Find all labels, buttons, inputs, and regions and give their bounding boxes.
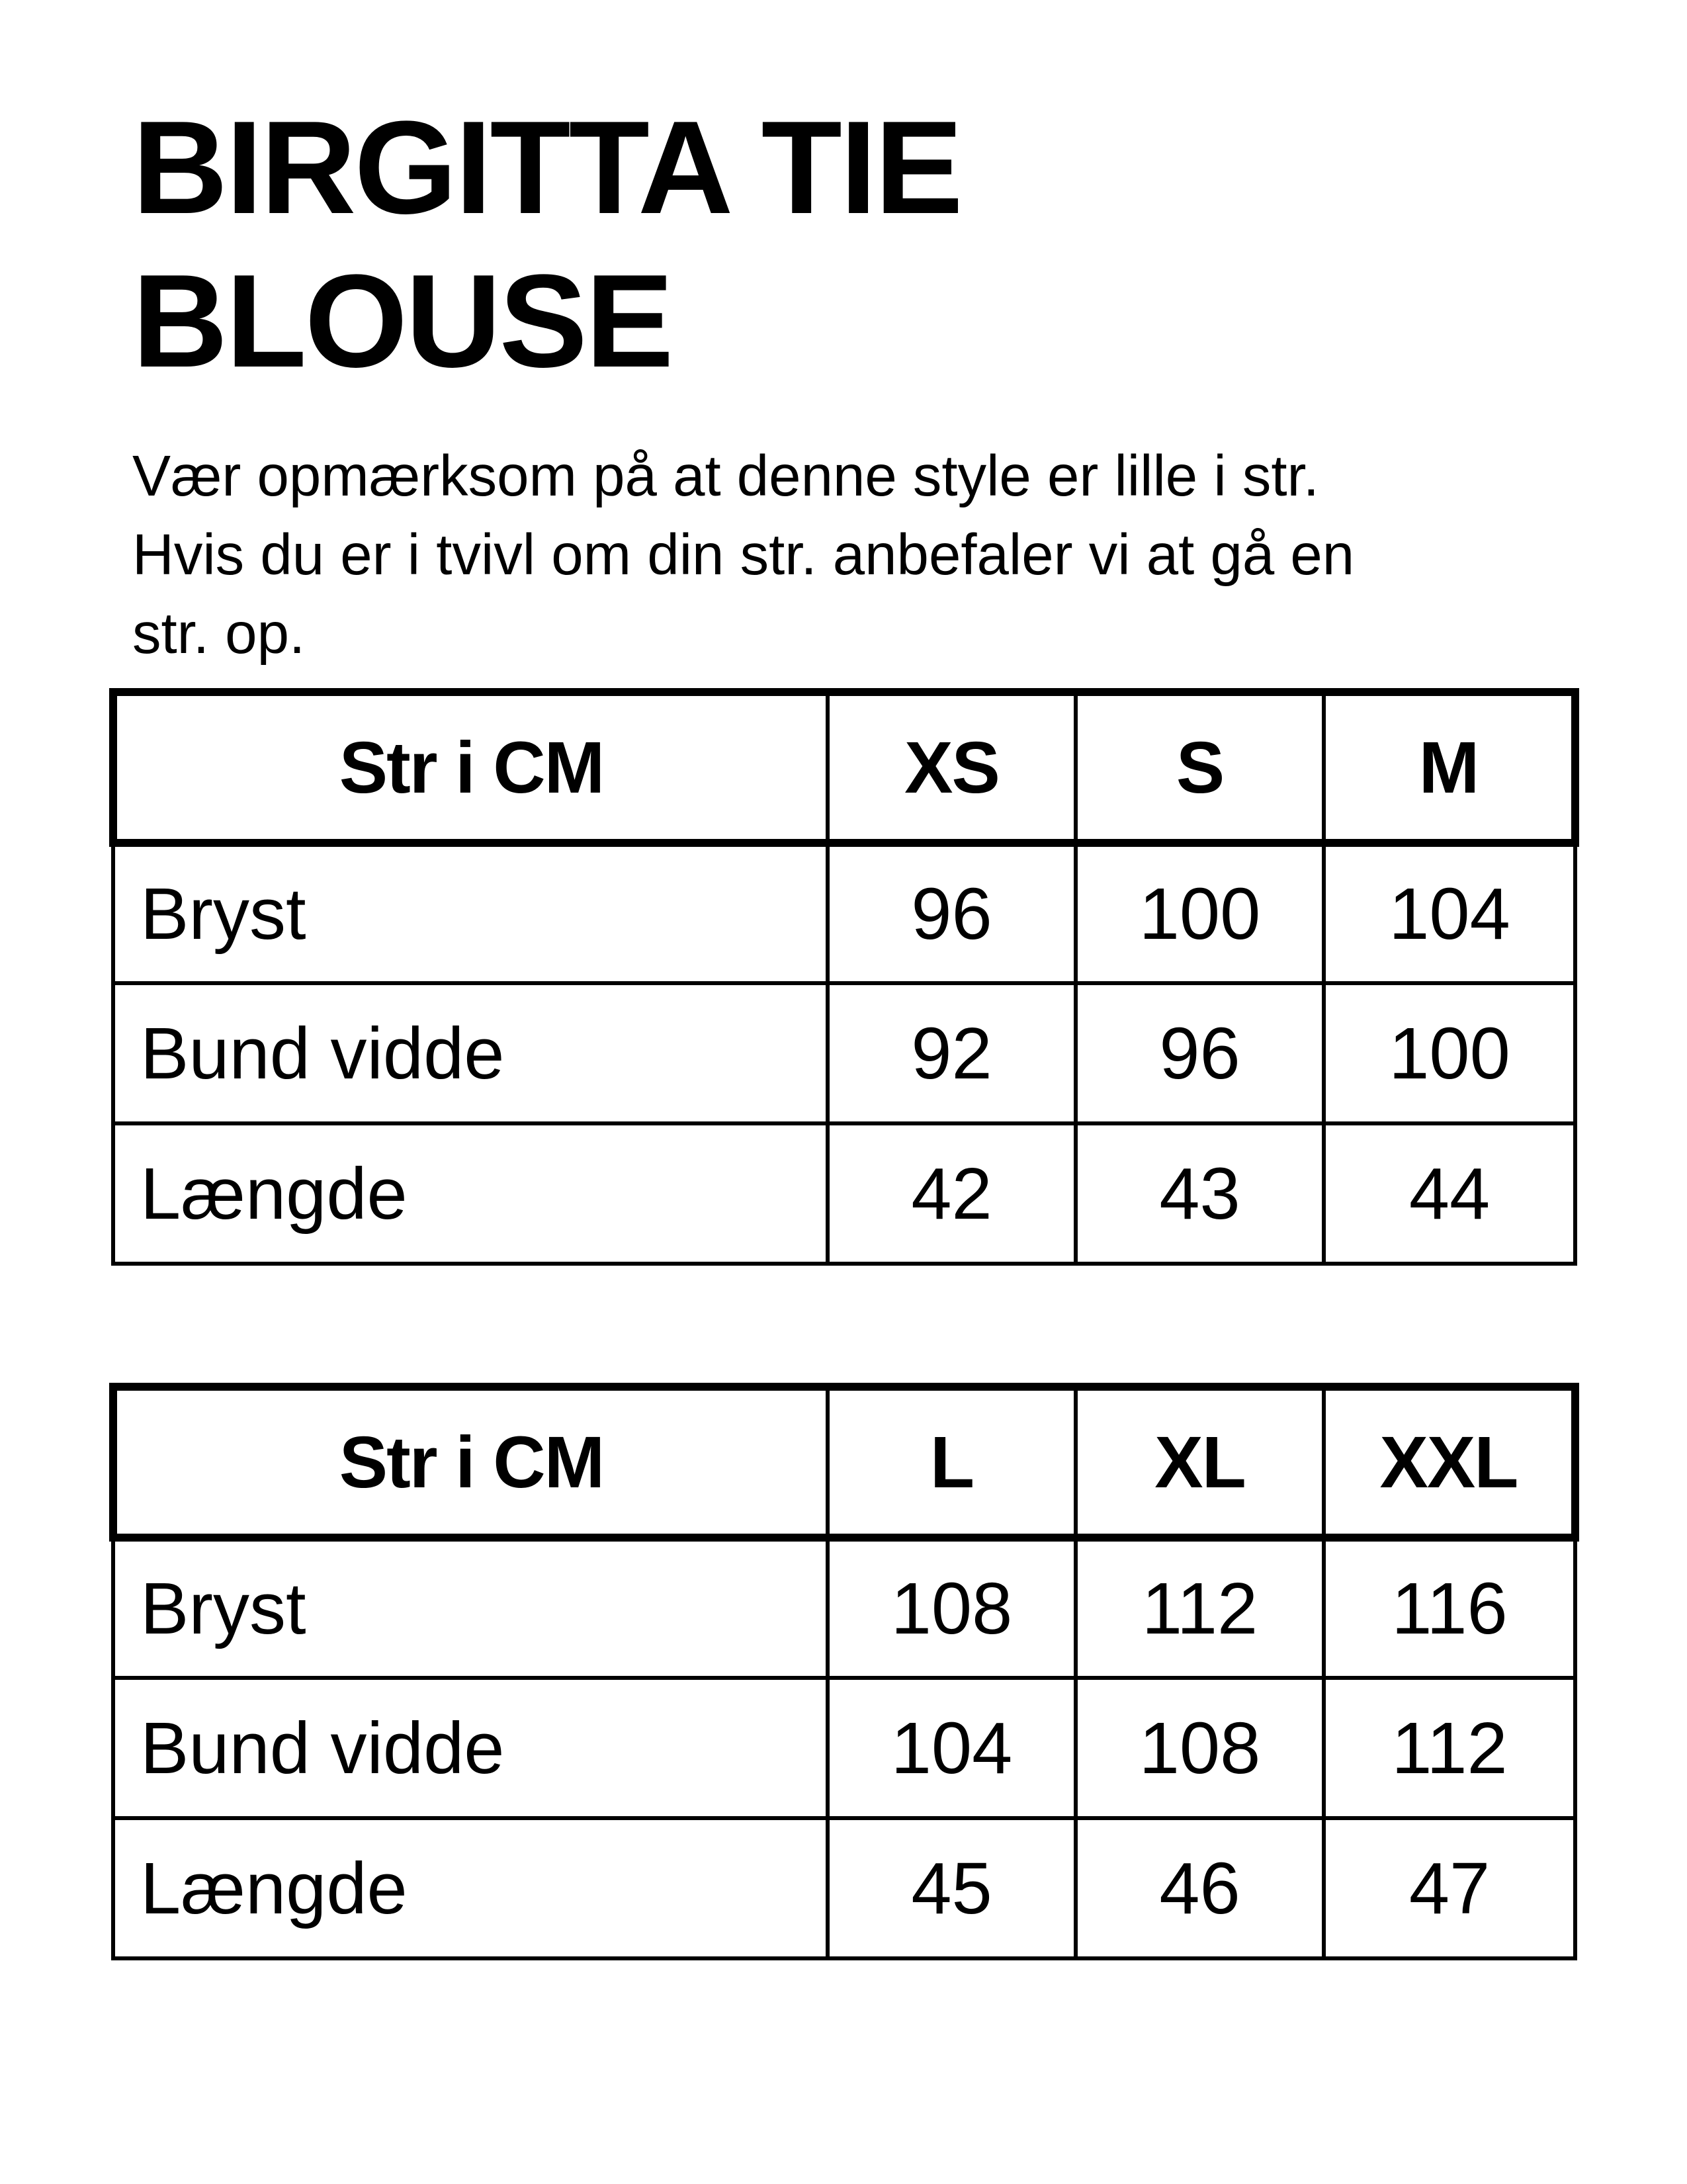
table-cell: 45 [828,1818,1076,1958]
table-cell: 112 [1076,1538,1324,1678]
note-line-1: Vær opmærksom på at denne style er lille i str. [132,444,1319,508]
header-cell: S [1076,692,1324,843]
table-cell: 116 [1324,1538,1575,1678]
size-note [132,437,1588,673]
table-row [113,843,1575,983]
size-table-l-xxl [109,1383,1579,1960]
table-cell: 100 [1076,843,1324,983]
header-cell: Str i CM [113,692,828,843]
table-cell: 96 [1076,983,1324,1123]
table-cell: 46 [1076,1818,1324,1958]
note-line-2: Hvis du er i tvivl om din str. anbefaler vi at gå en [132,523,1355,587]
table-cell: 96 [828,843,1076,983]
table-cell: 100 [1324,983,1575,1123]
size-table-xs-m [109,688,1579,1266]
table-cell: 47 [1324,1818,1575,1958]
title-line-2: BLOUSE [132,247,672,395]
header-cell: XL [1076,1387,1324,1538]
header-cell: Str i CM [113,1387,828,1538]
table-cell: 44 [1324,1123,1575,1264]
row-label: Længde [113,1123,828,1264]
row-label: Længde [113,1818,828,1958]
table-cell: 104 [1324,843,1575,983]
table-header-row [113,1387,1575,1538]
row-label: Bund vidde [113,983,828,1123]
header-cell: M [1324,692,1575,843]
table-row [113,1678,1575,1818]
table-cell: 108 [828,1538,1076,1678]
table-cell: 42 [828,1123,1076,1264]
table-row [113,983,1575,1123]
page-title [132,91,961,398]
header-cell: XXL [1324,1387,1575,1538]
title-line-1: BIRGITTA TIE [132,94,961,241]
table-row [113,1818,1575,1958]
table-header-row [113,692,1575,843]
row-label: Bryst [113,843,828,983]
table-cell: 112 [1324,1678,1575,1818]
row-label: Bryst [113,1538,828,1678]
header-cell: XS [828,692,1076,843]
table-row [113,1538,1575,1678]
table-cell: 104 [828,1678,1076,1818]
row-label: Bund vidde [113,1678,828,1818]
table-cell: 92 [828,983,1076,1123]
header-cell: L [828,1387,1076,1538]
table-row [113,1123,1575,1264]
table-cell: 43 [1076,1123,1324,1264]
note-line-3: str. op. [132,601,306,666]
table-cell: 108 [1076,1678,1324,1818]
